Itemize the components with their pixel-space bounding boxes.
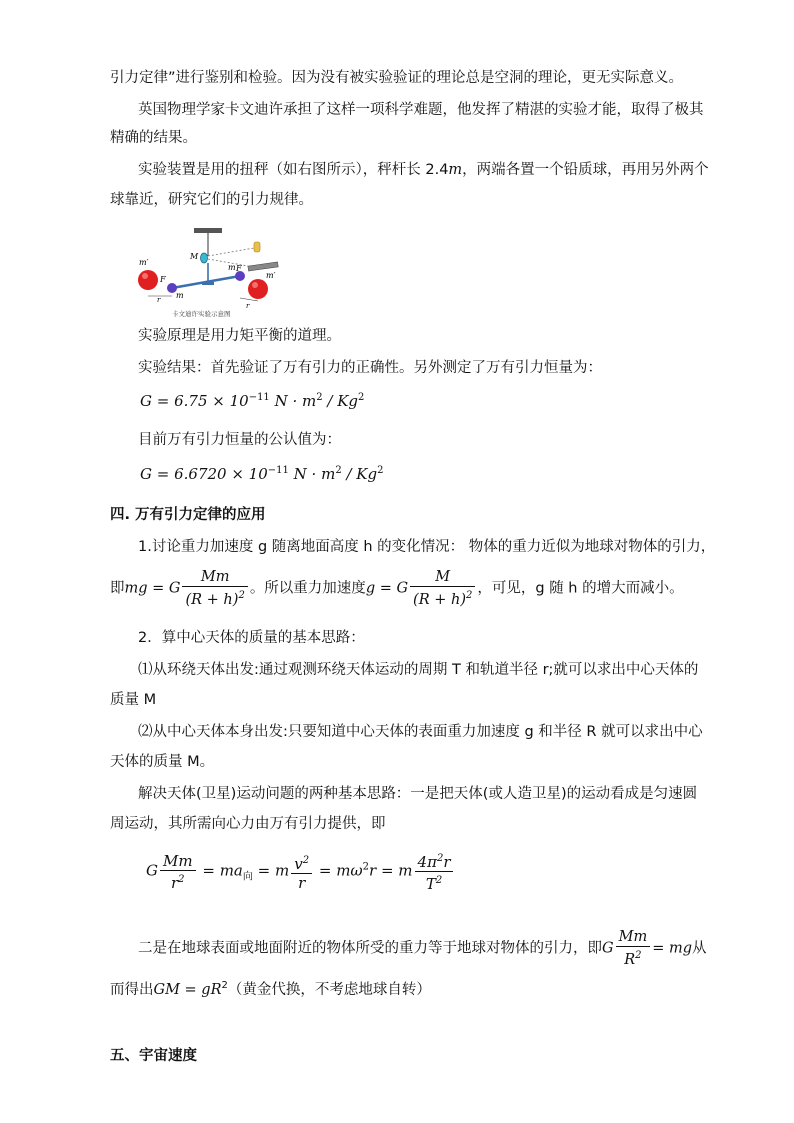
highlight-left [142, 273, 148, 279]
label-F-left: F [160, 275, 166, 284]
paragraph-2-line-1: 英国物理学家卡文迪许承担了这样一项科学难题，他发挥了精湛的实验才能，取得了极其 [138, 102, 704, 118]
mirror [201, 253, 208, 263]
p3-unit: m [448, 162, 463, 178]
label-m-left: m [176, 291, 184, 300]
section-4-heading: 四. 万有引力定律的应用 [110, 507, 266, 523]
g2-kg: / Kg [346, 465, 378, 483]
p3-post: ，两端各置一个铅质球，再用另外两个 [462, 162, 709, 178]
figure-caption: 卡文迪许实验示意图 [172, 310, 231, 318]
frac-Mm-Rh2: $\frac{Mm}{(R + h)^2}$ [182, 568, 247, 609]
cavendish-figure [136, 226, 296, 318]
section-5-heading: 五、宇宙速度 [110, 1048, 197, 1064]
large-ball-left [138, 270, 158, 290]
two-line-2: 而得出GM = $gR^2$（黄金代换，不考虑地球自转） [110, 980, 431, 998]
g2-units: N · m [293, 465, 336, 483]
item1b-pre: 即 [110, 580, 125, 597]
subscript-centripetal: 向 [242, 871, 253, 883]
label-F-right: F [236, 264, 242, 273]
step-2-line-1: ⑵从中心天体本身出发:只要知道中心天体的表面重力加速度 g 和半径 R 就可以求出中心 [138, 724, 703, 740]
g1-kg: / Kg [327, 392, 359, 410]
large-ball-right [248, 279, 268, 299]
item-2: 2．算中心天体的质量的基本思路： [138, 630, 365, 646]
g1-units: N · m [274, 392, 317, 410]
lamp-icon [254, 242, 260, 252]
highlight-right [252, 282, 258, 288]
formula-centripetal: G $\frac{Mm}{r^2}$ = $ma_向 = m$ $\frac{v^2}{r}$ = $m\omega^2r = m$ $\frac{4\pi^2r}{T^2}$ [146, 850, 455, 893]
item-1-line-1: 1.讨论重力加速度 g 随离地面高度 h 的变化情况： 物体的重力近似为地球对物体的引力， [138, 539, 716, 555]
step-2-line-2: 天体的质量 M。 [110, 754, 215, 770]
result-text: 实验结果：首先验证了万有引力的正确性。另外测定了万有引力恒量为： [138, 360, 602, 376]
two-line-1: 二是在地球表面或地面附近的物体所受的重力等于地球对物体的引力，即G $\frac{Mm}{R^2}$ = mg从 [138, 929, 707, 968]
p3-pre: 实验装置是用的扭秤（如右图所示），秤杆长 2.4 [138, 162, 449, 178]
label-m-right: m [228, 263, 236, 272]
step-1-line-2: 质量 M [110, 692, 157, 708]
g-eq: g = G [365, 580, 409, 597]
item1b-post: ，可见，g 随 h 的增大而减小。 [477, 580, 684, 597]
principle-text: 实验原理是用力矩平衡的道理。 [138, 328, 341, 344]
g2-main: G = 6.6720 × 10 [140, 465, 268, 483]
item1b-mid: 。所以重力加速度 [249, 580, 366, 597]
mg-eq: mg = G [124, 580, 181, 597]
paragraph-1: 引力定律”进行鉴别和检验。因为没有被实验验证的理论总是空洞的理论，更无实际意义。 [110, 70, 684, 86]
item-1-line-2 [110, 568, 684, 609]
formula-g-accepted: $G = 6.6720 \times 10^{-11}$ $N \cdot m^2 / Kg^2$ [140, 465, 384, 483]
ceiling-mount [194, 228, 222, 233]
g2-exp: −11 [267, 465, 289, 476]
g1-exp: −11 [248, 392, 270, 403]
label-m-prime-left: m′ [139, 258, 149, 267]
paragraph-2-line-2: 精确的结果。 [110, 130, 197, 146]
formula-g-measured: $G = 6.75 \times 10^{-11}$ $N \cdot m^2 / Kg^2$ [140, 392, 365, 410]
g1-main: G = 6.75 × 10 [140, 392, 249, 410]
solve-line-2: 周运动，其所需向心力由万有引力提供，即 [110, 816, 386, 832]
step-1-line-1: ⑴从环绕天体出发:通过观测环绕天体运动的周期 T 和轨道半径 r;就可以求出中心天体的 [138, 662, 699, 678]
label-r-left: r [157, 296, 161, 304]
accepted-text: 目前万有引力恒量的公认值为： [138, 432, 341, 448]
label-m-prime-right: m′ [266, 271, 276, 280]
label-M: M [190, 252, 199, 261]
base [202, 282, 214, 285]
frac-M-Rh2: $\frac{M}{(R + h)^2}$ [410, 568, 475, 609]
solve-line-1: 解决天体(卫星)运动问题的两种基本思路：一是把天体(或人造卫星)的运动看成是匀速圆 [138, 786, 698, 802]
paragraph-3-line-1 [138, 160, 709, 180]
label-r-right: r [246, 302, 250, 310]
paragraph-3-line-2: 球靠近，研究它们的引力规律。 [110, 192, 313, 208]
